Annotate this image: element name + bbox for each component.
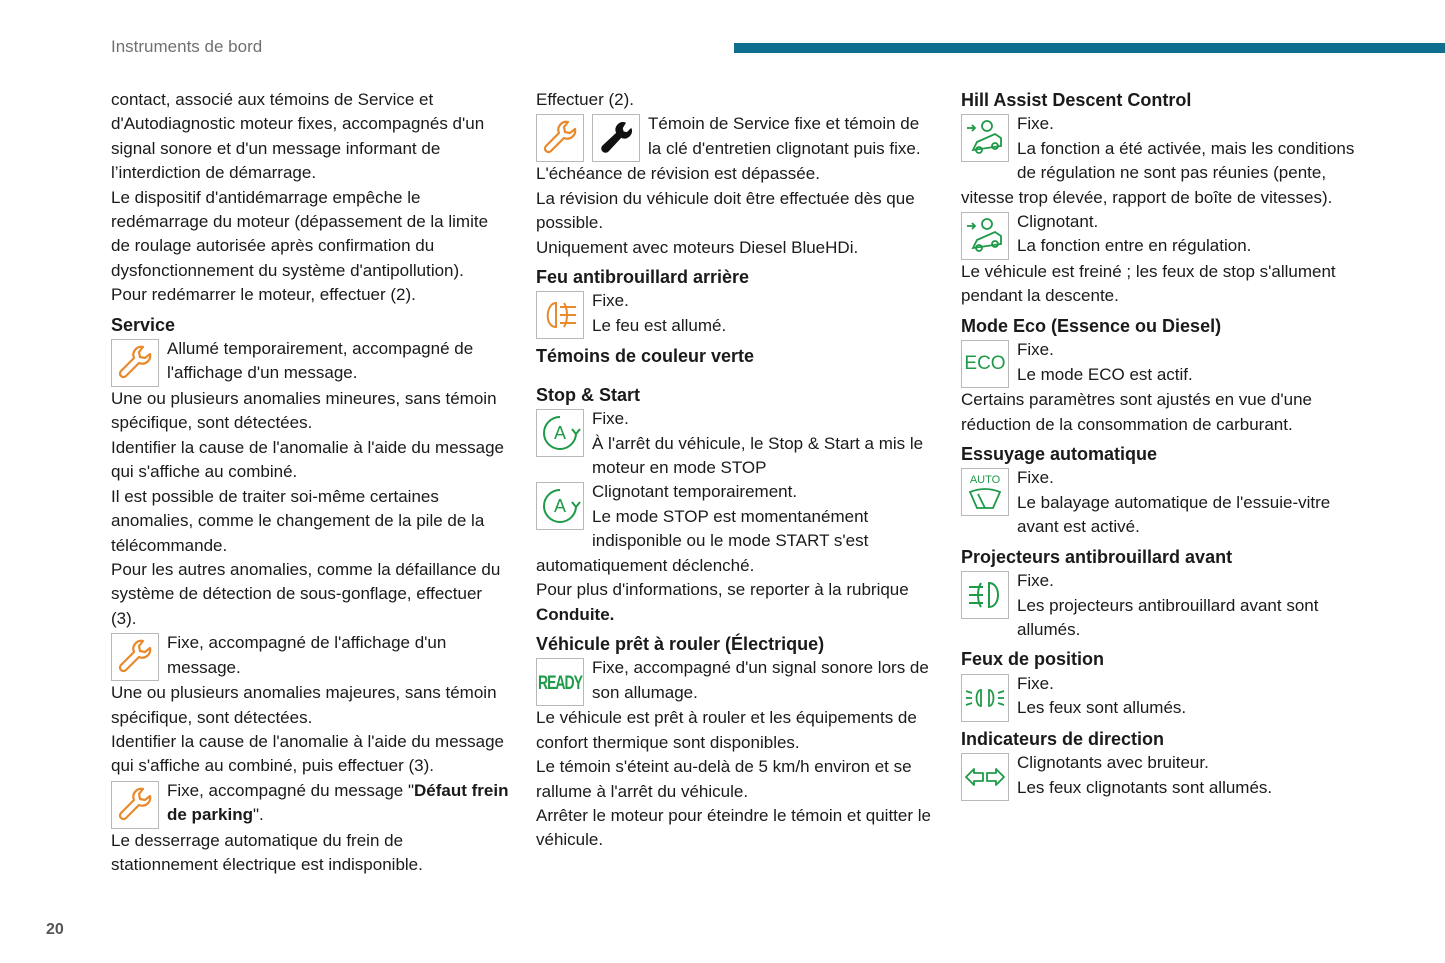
eco-icon	[961, 340, 1009, 388]
paragraph: Identifier la cause de l'anomalie à l'aide du message qui s'affiche au combiné.	[111, 437, 505, 482]
paragraph: contact, associé aux témoins de Service et d'Autodiagnostic moteur fixes, accompagnés d'un signal sonore et d'un message informant de l’interdiction de démarrage.	[111, 90, 485, 183]
front-fog-light-icon	[961, 571, 1009, 619]
paragraph: Le véhicule est freiné ; les feux de stop s'allument pendant la descente.	[961, 262, 1336, 306]
indicator-text: Fixe.	[592, 409, 629, 429]
section-heading-position: Feux de position	[961, 649, 1105, 670]
position-lights-icon	[961, 674, 1009, 722]
paragraph: Uniquement avec moteurs Diesel BlueHDi.	[536, 237, 859, 257]
section-heading-rear-fog: Feu antibrouillard arrière	[536, 267, 750, 288]
auto-wiper-label: AUTO	[969, 474, 1001, 487]
orange-wrench-icon	[111, 781, 159, 829]
section-heading-eco: Mode Eco (Essence ou Diesel)	[961, 315, 1222, 336]
bold-term: Conduite.	[536, 604, 615, 624]
indicator-text: La fonction entre en régulation.	[1017, 236, 1252, 256]
indicator-text: Les feux sont allumés.	[1017, 698, 1187, 718]
page-number: 20	[46, 921, 64, 938]
indicator-text: Fixe.	[1017, 340, 1054, 360]
indicator-entry	[961, 112, 1366, 210]
paragraph: Arrêter le moteur pour éteindre le témoin et quitter le véhicule.	[536, 805, 931, 850]
indicator-text: Allumé temporairement, accompagné de l'affichage d'un message.	[167, 339, 474, 383]
indicator-entry	[536, 112, 936, 162]
paragraph: Une ou plusieurs anomalies majeures, sans témoin spécifique, sont détectées.	[111, 683, 497, 727]
text-part: Fixe, accompagné du message "	[167, 780, 414, 800]
indicator-text: Le feu est allumé.	[592, 315, 727, 335]
indicator-text: Témoin de Service fixe et témoin de la clé d'entretien clignotant puis fixe.	[648, 114, 921, 158]
indicator-text: Fixe.	[1017, 114, 1054, 134]
hill-descent-icon	[961, 212, 1009, 260]
text-part: Pour plus d'informations, se reporter à la rubrique	[536, 580, 909, 600]
paragraph: Effectuer (2).	[536, 90, 634, 109]
indicator-text: Fixe.	[1017, 673, 1054, 693]
section-heading-service: Service	[111, 314, 176, 335]
svg-text:A: A	[553, 423, 567, 444]
hill-descent-icon	[961, 114, 1009, 162]
svg-text:A: A	[553, 496, 567, 517]
paragraph: Le véhicule est prêt à rouler et les équipements de confort thermique sont disponibles.	[536, 708, 917, 752]
section-heading-front-fog: Projecteurs antibrouillard avant	[961, 546, 1233, 567]
indicator-entry	[961, 569, 1366, 642]
indicator-text: Fixe.	[1017, 468, 1054, 488]
indicator-entry	[111, 779, 511, 829]
paragraph: L'échéance de révision est dépassée.	[536, 164, 820, 184]
bold-term: Défaut frein de parking	[167, 780, 509, 825]
indicator-text: Les feux clignotants sont allumés.	[1017, 777, 1273, 797]
column-2	[536, 88, 936, 853]
paragraph: Le dispositif d'antidémarrage empêche le redémarrage du moteur (dépassement de la limite de roulage autorisée après confirmation du dysfonctionnement du système d'antipollution).	[111, 187, 489, 280]
indicator-text: Fixe, accompagné d'un signal sonore lors de son allumage.	[592, 658, 929, 702]
indicator-entry	[961, 672, 1366, 722]
indicator-text: Fixe, accompagné de l'affichage d'un message.	[167, 633, 447, 677]
column-3	[961, 88, 1366, 801]
text-part: ".	[252, 805, 264, 825]
section-heading-indicators: Indicateurs de direction	[961, 728, 1165, 749]
indicator-entry	[536, 480, 936, 578]
indicator-entry	[961, 210, 1366, 260]
column-1	[111, 88, 511, 878]
rear-fog-light-icon	[536, 291, 584, 339]
running-header: Instruments de bord	[111, 37, 263, 56]
orange-wrench-icon	[536, 114, 584, 162]
indicator-entry	[536, 407, 936, 480]
ready-icon-label: READY	[537, 670, 582, 694]
indicator-entry	[961, 466, 1366, 539]
auto-wiper-icon	[961, 468, 1009, 516]
indicator-entry	[536, 289, 936, 339]
indicator-entry	[961, 751, 1366, 801]
turn-signal-icon	[961, 753, 1009, 801]
indicator-entry	[961, 338, 1366, 388]
indicator-text: Clignotant.	[1017, 212, 1099, 232]
indicator-text: Le balayage automatique de l'essuie-vitre avant est activé.	[1017, 492, 1331, 537]
indicator-text: Le mode STOP est momentanément indisponible ou le mode START s'est automatiquement déclenché.	[536, 506, 869, 575]
indicator-text: Le mode ECO est actif.	[1017, 364, 1193, 384]
stop-start-icon	[536, 482, 584, 530]
indicator-text: À l'arrêt du véhicule, le Stop & Start a mis le moteur en mode STOP	[592, 433, 924, 478]
section-heading-stop-start: Stop & Start	[536, 384, 641, 405]
indicator-text: Clignotants avec bruiteur.	[1017, 753, 1209, 773]
paragraph	[536, 578, 936, 627]
orange-wrench-icon	[111, 339, 159, 387]
indicator-text: Clignotant temporairement.	[592, 482, 798, 502]
indicator-entry	[536, 656, 936, 706]
indicator-text: La fonction a été activée, mais les conditions de régulation ne sont pas réunies (pente, vitesse trop élevée, rapport de boîte de vitesses).	[961, 138, 1355, 207]
stop-start-icon	[536, 409, 584, 457]
section-heading-green: Témoins de couleur verte	[536, 346, 755, 367]
paragraph: Pour redémarrer le moteur, effectuer (2).	[111, 285, 416, 305]
paragraph: Certains paramètres sont ajustés en vue d'une réduction de la consommation de carburant.	[961, 390, 1312, 434]
ready-icon	[536, 658, 584, 706]
eco-icon-label: ECO	[964, 353, 1006, 375]
paragraph: Le témoin s'éteint au-delà de 5 km/h environ et se rallume à l'arrêt du véhicule.	[536, 757, 912, 801]
header-accent-bar	[734, 43, 1445, 53]
section-heading-wiper: Essuyage automatique	[961, 444, 1158, 465]
black-wrench-icon	[592, 114, 640, 162]
section-heading-hill: Hill Assist Descent Control	[961, 90, 1192, 110]
section-heading-ready: Véhicule prêt à rouler (Électrique)	[536, 633, 825, 654]
indicator-text: Les projecteurs antibrouillard avant sont allumés.	[1017, 595, 1319, 639]
paragraph: Identifier la cause de l'anomalie à l'aide du message qui s'affiche au combiné, puis effectuer (3).	[111, 731, 505, 776]
paragraph: Une ou plusieurs anomalies mineures, sans témoin spécifique, sont détectées.	[111, 389, 497, 433]
orange-wrench-icon	[111, 633, 159, 681]
paragraph: La révision du véhicule doit être effectuée dès que possible.	[536, 188, 915, 233]
indicator-text: Fixe.	[592, 291, 629, 311]
paragraph: Le desserrage automatique du frein de stationnement électrique est indisponible.	[111, 830, 423, 875]
paragraph: Il est possible de traiter soi-même certaines anomalies, comme le changement de la pile de la télécommande.	[111, 486, 485, 555]
indicator-text	[167, 779, 511, 828]
indicator-entry	[111, 631, 511, 681]
paragraph: Pour les autres anomalies, comme la défaillance du système de détection de sous-gonflage, effectuer (3).	[111, 559, 501, 628]
indicator-entry	[111, 337, 511, 387]
indicator-text: Fixe.	[1017, 571, 1054, 591]
